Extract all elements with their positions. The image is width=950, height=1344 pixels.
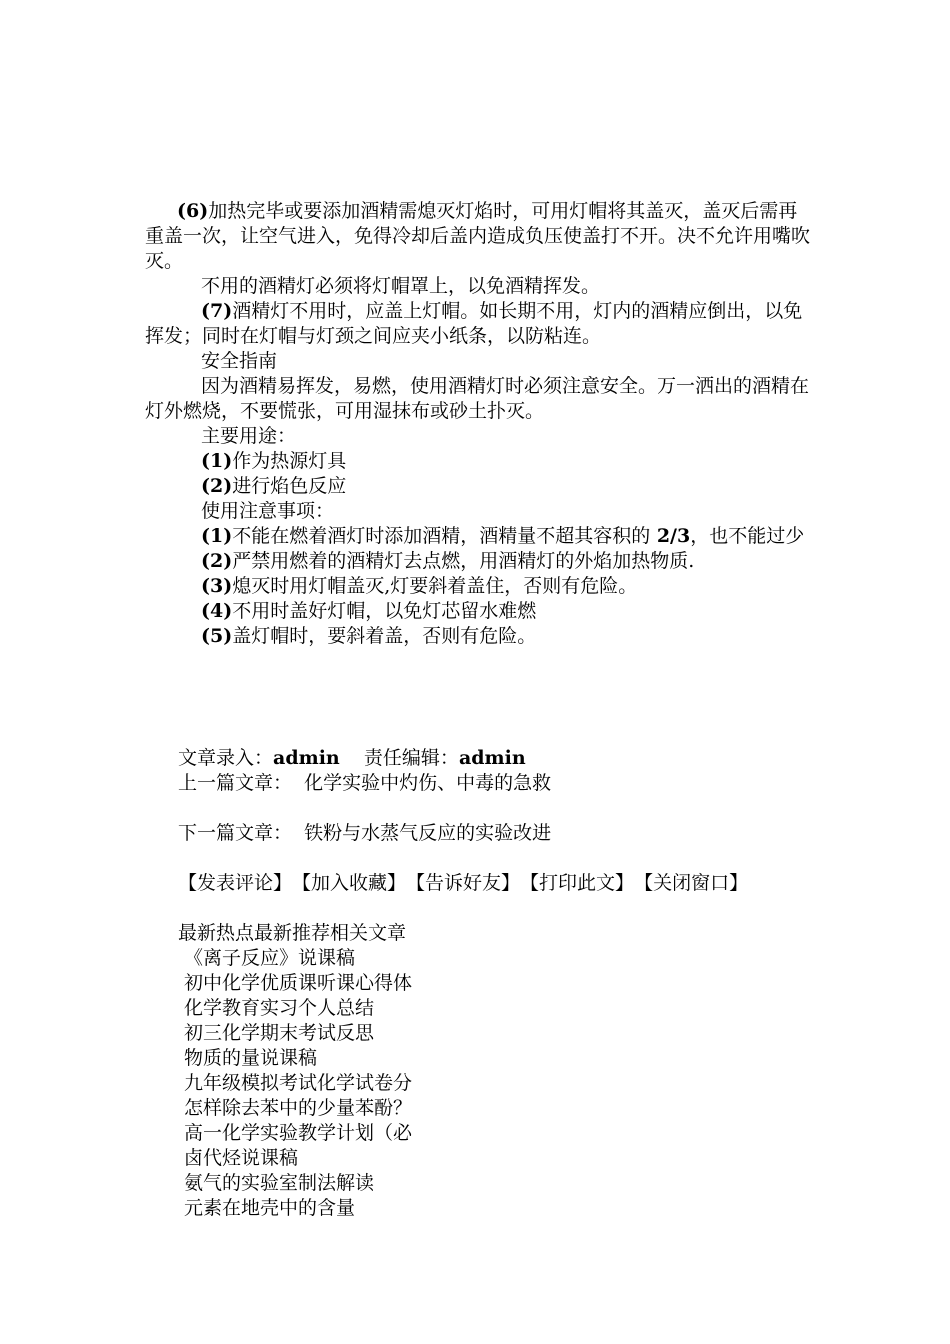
prev-article-link[interactable]: 化学实验中灼伤、中毒的急救 [304,772,552,794]
list-item[interactable]: 《离子反应》说课稿 [184,947,356,969]
add-favorite-link[interactable]: 【加入收藏】 [292,872,407,894]
close-window-link[interactable]: 【关闭窗口】 [634,872,749,894]
paragraph-7 [145,299,810,349]
use-item-1: (1)作为热源灯具 [201,450,347,472]
note-item-3: (3)熄灭时用灯帽盖灭,灯要斜着盖住，否则有危险。 [201,575,638,597]
safety-paragraph: 因为酒精易挥发，易燃，使用酒精灯时必须注意安全。万一洒出的酒精在灯外燃烧，不要慌张，可用湿抹布或砂土扑灭。 [145,375,810,422]
paragraph-6 [145,199,810,274]
safety-heading: 安全指南 [201,350,278,372]
paragraph-text: 酒精灯不用时，应盖上灯帽。如长期不用，灯内的酒精应倒出，以免挥发；同时在灯帽与灯颈之间应夹小纸条，以防粘连。 [145,300,803,347]
article-meta [178,746,818,946]
list-item[interactable]: 怎样除去苯中的少量苯酚？ [184,1097,413,1119]
list-item[interactable]: 元素在地壳中的含量 [184,1197,356,1219]
action-links [178,871,818,896]
paragraph-unused-lamp: 不用的酒精灯必须将灯帽罩上，以免酒精挥发。 [201,275,601,297]
related-heading: 最新热点最新推荐相关文章 [178,922,407,944]
editor-value: admin [458,747,526,769]
author-line: 文章录入：admin 责任编辑：admin [178,747,526,769]
list-item[interactable]: 九年级模拟考试化学试卷分 [184,1072,413,1094]
list-item[interactable]: 化学教育实习个人总结 [184,997,375,1019]
post-comment-link[interactable]: 【发表评论】 [178,872,293,894]
uses-heading: 主要用途： [201,425,297,447]
print-link[interactable]: 【打印此文】 [520,872,635,894]
prev-article: 上一篇文章： 化学实验中灼伤、中毒的急救 [178,772,552,794]
note-item-1: (1)不能在燃着酒灯时添加酒精，酒精量不超其容积的 2/3，也不能过少 [201,525,805,547]
note-item-5: (5)盖灯帽时，要斜着盖，否则有危险。 [201,625,537,647]
note-item-2: (2)严禁用燃着的酒精灯去点燃，用酒精灯的外焰加热物质. [201,550,695,572]
note-item-4: (4)不用时盖好灯帽，以免灯芯留水难燃 [201,600,537,622]
entry-value: admin [273,747,340,769]
paragraph-text: 加热完毕或要添加酒精需熄灭灯焰时，可用灯帽将其盖灭，盖灭后需再重盖一次，让空气进入，免得冷却后盖内造成负压使盖打不开。决不允许用嘴吹灭。 [145,200,811,272]
next-article: 下一篇文章： 铁粉与水蒸气反应的实验改进 [178,822,552,844]
article-body [145,199,810,649]
list-item[interactable]: 初三化学期末考试反思 [184,1022,375,1044]
item-number: (6) [177,200,209,222]
item-number: (7) [201,300,233,322]
next-article-link[interactable]: 铁粉与水蒸气反应的实验改进 [304,822,552,844]
list-item[interactable]: 卤代烃说课稿 [184,1147,299,1169]
notes-heading: 使用注意事项： [201,500,335,522]
use-item-2: (2)进行焰色反应 [201,475,347,497]
list-item[interactable]: 物质的量说课稿 [184,1047,318,1069]
list-item[interactable]: 高一化学实验教学计划（必 [184,1122,413,1144]
tell-friend-link[interactable]: 【告诉好友】 [406,872,521,894]
list-item[interactable]: 初中化学优质课听课心得体 [184,972,413,994]
list-item[interactable]: 氨气的实验室制法解读 [184,1172,375,1194]
related-articles-list [184,946,412,1221]
